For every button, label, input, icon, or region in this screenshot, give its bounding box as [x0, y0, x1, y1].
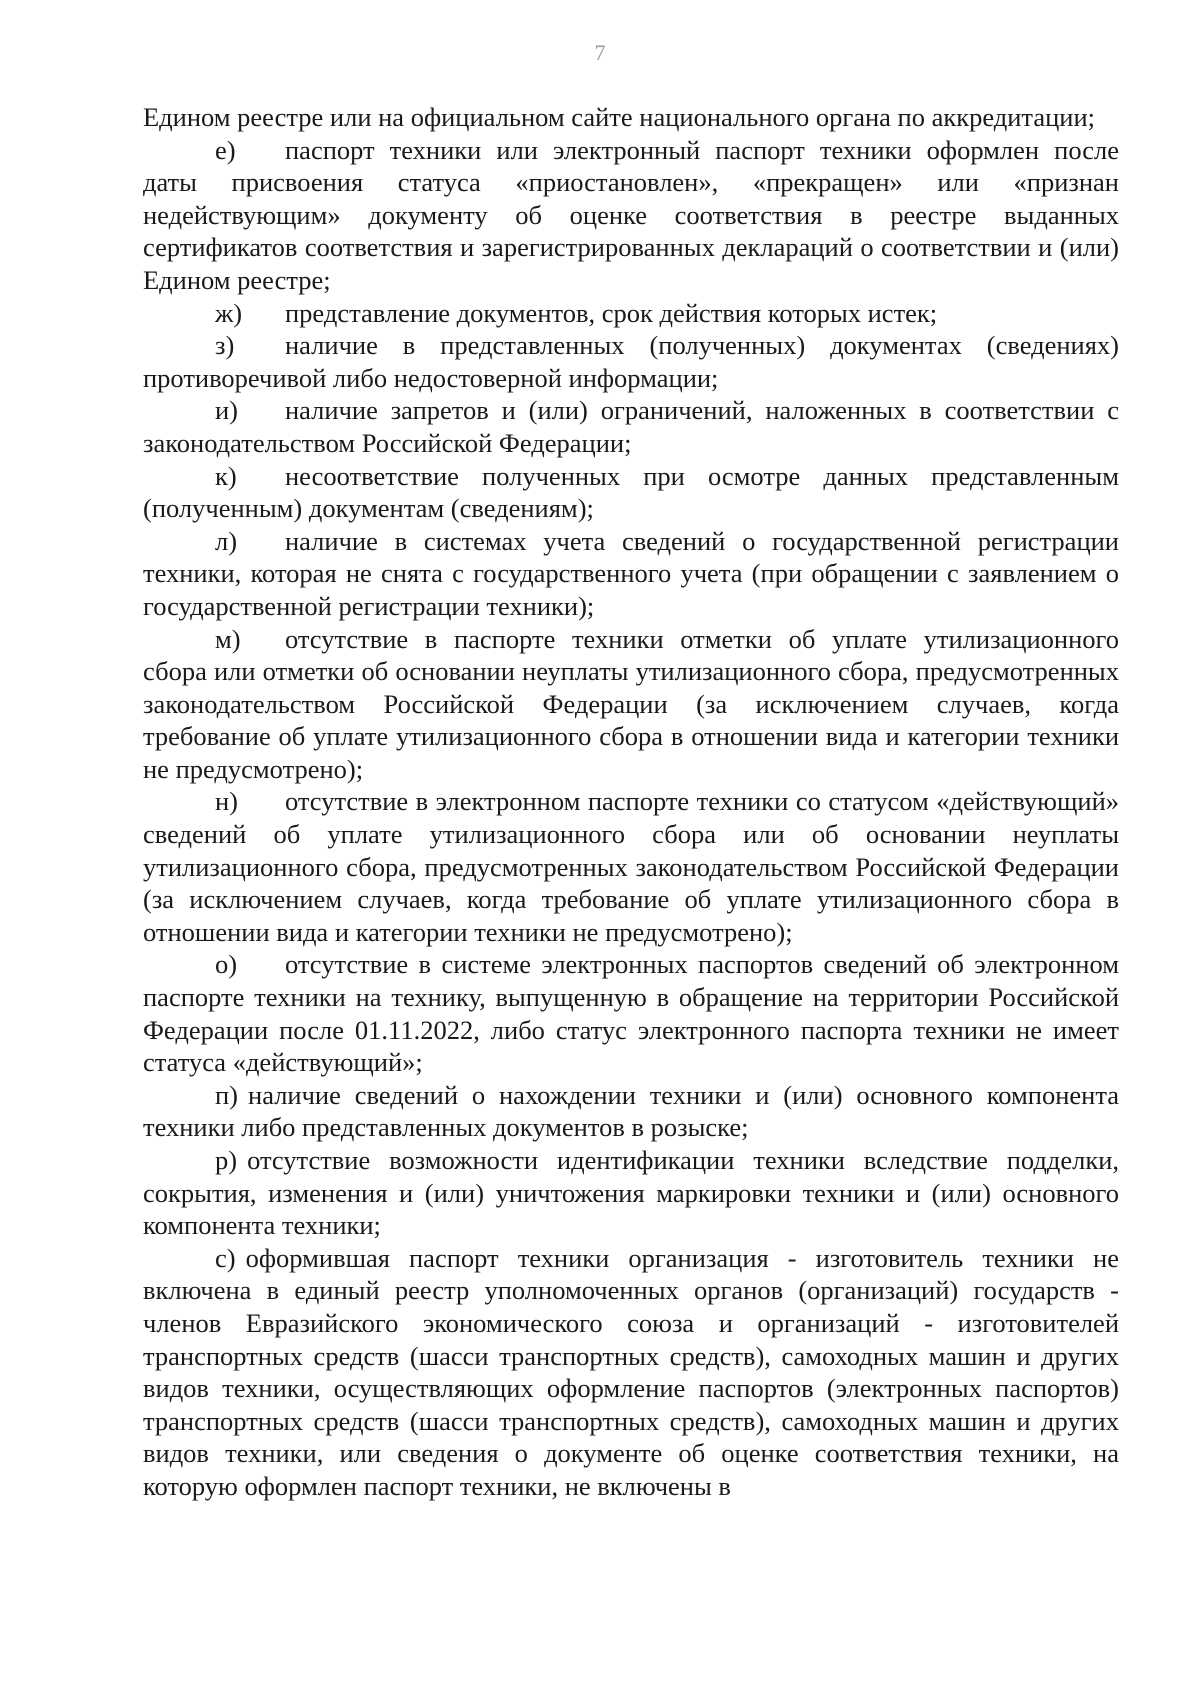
- item-letter: з): [215, 330, 235, 361]
- list-item: [143, 1242, 1119, 1503]
- item-text: отсутствие в паспорте техники отметки об уплате утилизационного сбора или отметки об основании неуплаты утилизационного сбора, предусмотренных законодательством Российской Федерации (за исключением случаев, когда требование об уплате утилизационного сбора в отношении вида и категории техники не предусмотрено);: [143, 623, 1119, 784]
- continuation-paragraph: Едином реестре или на официальном сайте национального органа по аккредитации;: [143, 102, 1096, 132]
- list-item: [143, 329, 1119, 394]
- list-item: [143, 1144, 1119, 1242]
- item-text: отсутствие возможности идентификации техники вследствие подделки, сокрытия, изменения и (или) уничтожения маркировки техники и (или) основного компонента техники;: [143, 1145, 1119, 1241]
- item-text: несоответствие полученных при осмотре данных представленным (полученным) документам (сведениям);: [143, 460, 1119, 524]
- item-letter: с): [215, 1242, 236, 1273]
- item-text: оформившая паспорт техники организация - изготовитель техники не включена в единый реестр уполномоченных органов (организаций) государств - членов Евразийского экономического союза и организаций - изготовителей транспортных средств (шасси транспортных средств), самоходных машин и других видов техники, осуществляющих оформление паспортов (электронных паспортов) транспортных средств (шасси транспортных средств), самоходных машин и других видов техники, или сведения о документе об оценке соответствия техники, на которую оформлен паспорт техники, не включены в: [143, 1242, 1119, 1501]
- item-letter: л): [215, 525, 238, 556]
- page-number: 7: [594, 40, 606, 65]
- list-item: [143, 134, 1119, 297]
- item-text: наличие в представленных (полученных) документах (сведениях) противоречивой либо недостоверной информации;: [143, 330, 1119, 393]
- item-letter: и): [215, 395, 239, 426]
- item-letter: м): [215, 623, 241, 654]
- item-letter: н): [215, 786, 239, 817]
- document-body: [143, 101, 1119, 1503]
- item-text: наличие сведений о нахождении техники и (или) основного компонента техники либо представленных документов в розыске;: [143, 1079, 1119, 1143]
- item-letter: ж): [215, 297, 243, 328]
- item-text: представление документов, срок действия которых истек;: [285, 297, 938, 328]
- list-item: [143, 623, 1119, 786]
- list-item: [143, 525, 1119, 623]
- item-text: отсутствие в электронном паспорте техники со статусом «действующий» сведений об уплате утилизационного сбора или об основании неуплаты утилизационного сбора, предусмотренных законодательством Российской Федерации (за исключением случаев, когда требование об уплате утилизационного сбора в отношении вида и категории техники не предусмотрено);: [143, 786, 1119, 947]
- list-item: [143, 785, 1119, 948]
- list-item: [143, 394, 1119, 459]
- item-letter: к): [215, 460, 237, 491]
- item-letter: п): [215, 1079, 239, 1110]
- list-item: [143, 948, 1119, 1078]
- item-text: отсутствие в системе электронных паспортов сведений об электронном паспорте техники на технику, выпущенную в обращение на территории Российской Федерации после 01.11.2022, либо статус электронного паспорта техники не имеет статуса «действующий»;: [143, 949, 1119, 1078]
- list-item: [143, 297, 1119, 330]
- item-text: наличие в системах учета сведений о государственной регистрации техники, которая не снята с государственного учета (при обращении с заявлением о государственной регистрации техники);: [143, 525, 1119, 621]
- item-text: наличие запретов и (или) ограничений, наложенных в соответствии с законодательством Российской Федерации;: [143, 395, 1119, 458]
- list-item: [143, 1079, 1119, 1144]
- item-letter: р): [215, 1145, 238, 1175]
- item-letter: е): [215, 134, 236, 165]
- item-letter: о): [215, 949, 238, 980]
- item-text: паспорт техники или электронный паспорт техники оформлен после даты присвоения статуса «приостановлен», «прекращен» или «признан недействующим» документу об оценке соответствия в реестре выданных сертификатов соответствия и зарегистрированных деклараций о соответствии и (или) Едином реестре;: [143, 134, 1119, 295]
- list-item: [143, 460, 1119, 525]
